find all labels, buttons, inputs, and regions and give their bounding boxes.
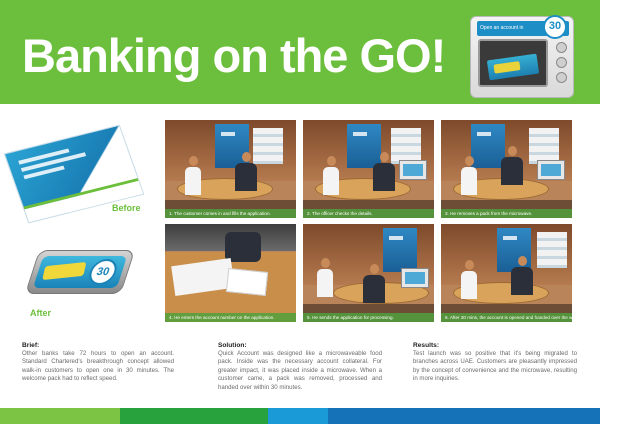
page-title: Banking on the GO! [22,29,446,82]
photo-poster [383,228,417,272]
results-heading: Results: [413,342,440,349]
photo-officer-standing [317,258,333,298]
photo-caption: 6. After 30 mins, the account is opened and handed over the welcome pack to the customer. [441,313,572,322]
photo-step-6 [441,224,632,322]
photo-monitor [401,268,429,288]
photo-customer [185,156,201,196]
solution-heading: Solution: [218,342,247,349]
photo-caption: 2. The officer checks the details. [303,209,434,218]
welcome-pack-inside [487,54,539,81]
photo-customer [461,260,477,300]
after-quick-account-tin-image [25,250,135,294]
photo-monitor [399,160,427,180]
microwave-banner-text: Open an account in [480,25,524,31]
header-banner [0,0,600,104]
results-text: Test launch was so positive that it's being migrated to branches across UAE. Customers are pleasantly impressed by the concept of convenience and the microwave, resulting in more inquiries. [413,350,577,383]
photo-brochure-shelf [529,128,559,164]
brief-heading: Brief: [22,342,40,349]
knob-icon [556,72,567,83]
after-label: After [30,308,52,318]
brief-column [22,342,174,384]
footer-stripe-blue [328,408,600,424]
photo-caption: 5. He sends the application for processing. [303,313,434,322]
microwave-window [478,39,548,87]
results-column [413,342,577,384]
minutes-badge-number: 30 [548,20,562,32]
photo-customer [323,156,339,196]
photo-step-3 [441,120,572,218]
knob-icon [556,57,567,68]
before-label: Before [112,203,141,213]
solution-column [218,342,382,392]
tin-minutes-badge [86,259,120,285]
microwave-image [470,16,574,98]
photo-step-1 [165,120,296,218]
photo-caption: 1. The customer comes in and fills the application. [165,209,296,218]
photo-step-2 [303,120,434,218]
microwave-banner [477,21,569,36]
tin-badge-number: 30 [94,266,112,278]
microwave-control-panel [553,39,569,87]
tin-label [33,256,127,288]
photo-officer [235,152,257,192]
photo-officer [511,256,533,296]
footer-stripe-green [120,408,268,424]
photo-step-4 [165,224,296,322]
photo-officer [501,146,523,186]
photo-brochure-shelf [253,128,283,164]
brief-text: Other banks take 72 hours to open an account. Standard Chartered's breakthrough concept allowed walk-in customers to open one in 30 minutes. The welcome pack had to reflect speed. [22,350,174,383]
photo-pack [226,268,268,296]
knob-icon [556,42,567,53]
photo-step-5 [303,224,434,322]
photo-monitor [537,160,565,180]
solution-text: Quick Account was designed like a microwaveable food pack. Inside was the necessary account collateral. For greater impact, it was placed inside a microwave. When a customer came, a pack was removed, processed and handed over within 30 minutes. [218,350,382,391]
photo-customer [461,156,477,196]
photo-officer [363,264,385,304]
footer-stripe-light-green [0,408,120,424]
photo-caption: 3. He removes a pack from the microwave. [441,209,572,218]
tin-yellow-panel [42,262,86,280]
footer-stripe-light-blue [268,408,328,424]
minutes-badge [543,15,567,39]
photo-caption: 4. He enters the account number on the application. [165,313,296,322]
photo-brochure-shelf [537,232,567,268]
photo-brochure-shelf [391,128,421,164]
photo-officer [373,152,395,192]
